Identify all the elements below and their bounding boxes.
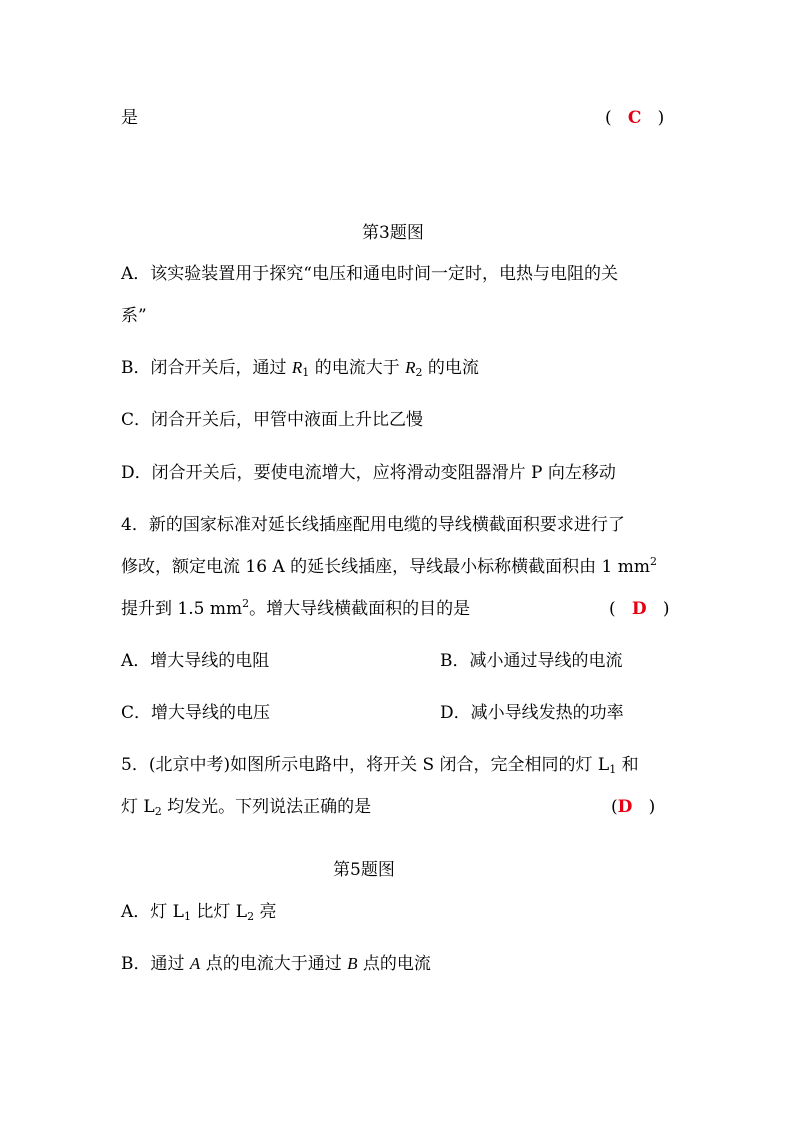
q2-answer-bracket: ( C ) (605, 108, 665, 128)
q4-option-c: C．增大导线的电压 (121, 703, 271, 723)
q3-option-a-line2: 系” (121, 306, 147, 326)
q3-option-a-line1: A．该实验装置用于探究“电压和通电时间一定时，电热与电阻的关 (121, 264, 618, 284)
q4-option-d: D．减小导线发热的功率 (440, 703, 624, 723)
q5-stem-line2: 灯 $L_2$ 均发光。下列说法正确的是 (121, 797, 372, 818)
q4-stem-line1: 4．新的国家标准对延长线插座配用电缆的导线横截面积要求进行了 (121, 515, 625, 535)
q4-option-b: B．减小通过导线的电流 (440, 651, 623, 671)
q4-answer-bracket: ( D ) (609, 599, 670, 619)
q5-answer: D (617, 797, 633, 817)
q4-answer: D (631, 599, 647, 619)
fig3-caption: 第3题图 (362, 223, 424, 243)
q3-option-c: C．闭合开关后，甲管中液面上升比乙慢 (121, 410, 424, 430)
q5-stem-line1: 5．(北京中考)如图所示电路中，将开关 S 闭合，完全相同的灯 $L_1$ 和 (121, 755, 639, 776)
q5-answer-bracket: (D ) (611, 797, 656, 817)
q3-option-d: D．闭合开关后，要使电流增大，应将滑动变阻器滑片 P 向左移动 (121, 463, 616, 483)
q2-answer: C (627, 108, 642, 128)
q4-stem-line2: 修改，额定电流 16 A 的延长线插座，导线最小标称横截面积由 1 $mm^2$ (121, 555, 657, 577)
q4-option-a: A．增大导线的电阻 (121, 651, 270, 671)
fig5-caption: 第5题图 (333, 860, 395, 880)
q4-stem-line3: 提升到 1.5 $mm^2$。增大导线横截面积的目的是 (121, 597, 471, 619)
q2-stem-tail: 是 (121, 108, 138, 128)
q3-option-b: B．闭合开关后，通过 $R_1$ 的电流大于 $R_2$ 的电流 (121, 358, 479, 379)
q5-option-b: B．通过 A 点的电流大于通过 B 点的电流 (121, 954, 431, 974)
q5-option-a: A．灯 $L_1$ 比灯 $L_2$ 亮 (121, 902, 277, 923)
